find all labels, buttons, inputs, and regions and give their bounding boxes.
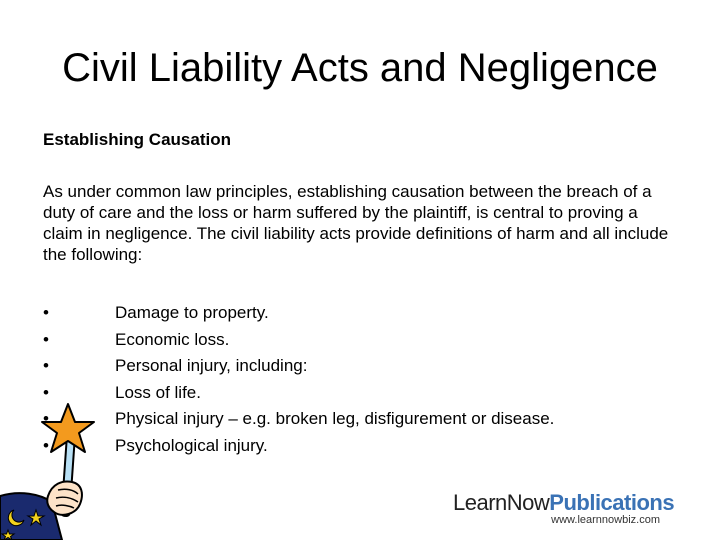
wizard-wand-illustration <box>0 398 110 540</box>
slide-title: Civil Liability Acts and Negligence <box>62 46 658 90</box>
list-item <box>43 327 554 354</box>
body-paragraph: As under common law principles, establishing causation between the breach of a duty of care and the loss or harm suffered by the plaintiff, is central to proving a claim in negligence. The civil liability acts provide definitions of harm and all include the following: <box>43 182 669 264</box>
logo-part-learnnow: LearnNow <box>453 490 550 515</box>
logo-part-publications: Publications <box>549 490 675 515</box>
list-item-text: Physical injury – e.g. broken leg, disfigurement or disease. <box>115 409 555 428</box>
list-item-text: Loss of life. <box>115 382 201 402</box>
bullet-marker: • <box>43 382 49 402</box>
list-item-text: Personal injury, including: <box>115 356 308 375</box>
bullet-marker: • <box>43 356 49 375</box>
section-heading: Establishing Causation <box>43 130 231 149</box>
bullet-marker: • <box>43 409 49 428</box>
list-item <box>43 406 554 433</box>
list-item-text: Economic loss. <box>115 329 230 349</box>
publisher-logo <box>453 490 675 526</box>
bullet-marker: • <box>43 303 49 322</box>
bullet-marker: • <box>43 329 49 349</box>
logo-wordmark <box>453 490 675 516</box>
list-item-text: Psychological injury. <box>115 435 268 455</box>
hand-icon <box>47 482 82 515</box>
harm-definitions-list <box>43 300 554 459</box>
list-item <box>43 380 554 407</box>
bullet-marker: • <box>43 435 49 455</box>
list-item <box>43 353 554 380</box>
logo-url: www.learnnowbiz.com <box>551 514 660 526</box>
list-item <box>43 433 554 460</box>
list-item-text: Damage to property. <box>115 303 269 322</box>
list-item <box>43 300 554 327</box>
